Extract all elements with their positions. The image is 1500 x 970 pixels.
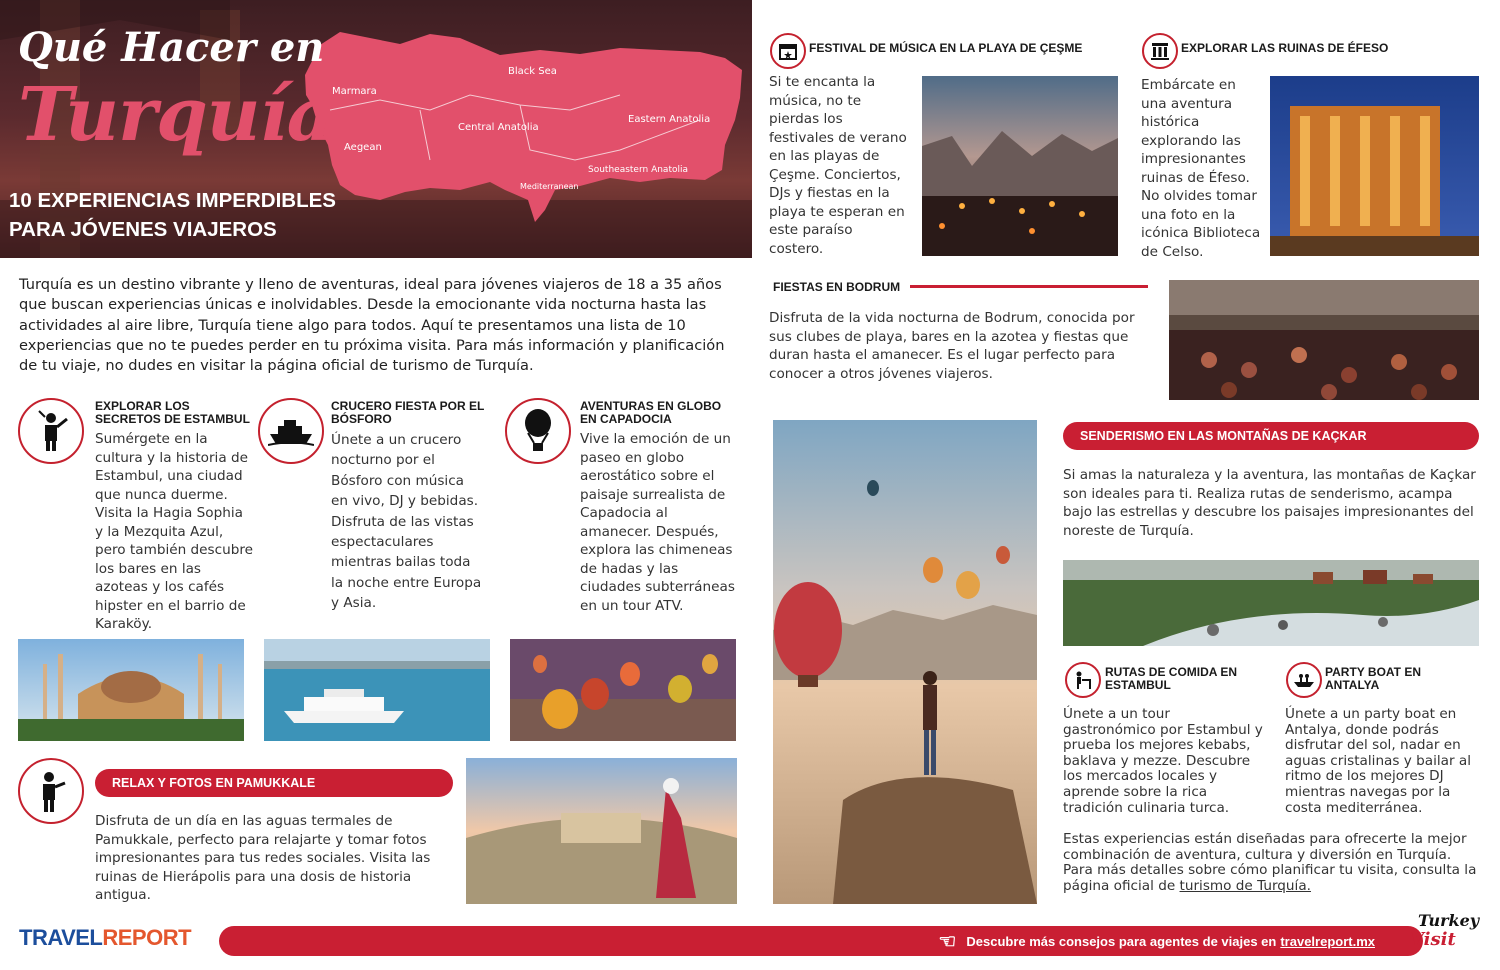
cesme-title: FESTIVAL DE MÚSICA EN LA PLAYA DE ÇEŞME — [809, 41, 1083, 55]
tourism-link[interactable]: turismo de Turquía. — [1179, 877, 1311, 894]
globo-title: AVENTURAS EN GLOBO EN CAPADOCIA — [580, 399, 722, 426]
bodrum-title: FIESTAS EN BODRUM — [773, 280, 901, 294]
library-of-celsus-photo — [1270, 76, 1479, 256]
map-label-central-anatolia: Central Anatolia — [458, 122, 539, 133]
map-label-aegean: Aegean — [344, 142, 382, 153]
estambul-text: Sumérgete en la cultura y la historia de Estambul, una ciudad que nunca duerme. Visita la Hagia Sophia y la Mezquita Azul, pero también descubre los bares en las azoteas y los cafés hipster en el barrio de Karaköy. — [95, 431, 253, 632]
party-boat-icon — [1286, 662, 1322, 698]
bosphorus-ferry-photo — [264, 639, 490, 741]
closing-paragraph — [1063, 832, 1479, 894]
kackar-river-photo — [1063, 560, 1479, 646]
hero-subtitle-line1: 10 EXPERIENCIAS IMPERDIBLES — [9, 189, 336, 212]
closing-text: Estas experiencias están diseñadas para ofrecerte la mejor combinación de aventura, cultura y diversión en Turquía. Para más detalles sobre cómo planificar tu visita, consulta la página oficial de — [1063, 831, 1477, 894]
hero-title-line1: Qué Hacer en — [18, 24, 325, 71]
hero-title-line2: Turquía — [18, 72, 334, 158]
map-label-black-sea: Black Sea — [508, 66, 557, 77]
estambul-title: EXPLORAR LOS SECRETOS DE ESTAMBUL — [95, 399, 250, 426]
travelreport-link[interactable]: travelreport.mx — [1280, 933, 1375, 949]
pamukkale-title: RELAX Y FOTOS EN PAMUKKALE — [95, 769, 453, 797]
antalya-title: PARTY BOAT EN ANTALYA — [1325, 665, 1422, 692]
antalya-text: Únete a un party boat en Antalya, donde podrás disfrutar del sol, nadar en aguas cristalinas y bailar al ritmo de los mejores DJ mientras navegas por la costa mediterránea. — [1285, 706, 1472, 816]
photographer-icon — [18, 758, 84, 824]
brand-line-visit: Visit — [1410, 929, 1456, 950]
turkey-visit-logo[interactable] — [1408, 912, 1488, 962]
cruise-ship-icon — [258, 398, 324, 464]
map-label-mediterranean: Mediterranean — [520, 182, 579, 191]
pointer-hand-icon: ☜ — [938, 930, 957, 953]
calendar-icon — [770, 33, 806, 69]
hot-air-balloon-icon — [505, 398, 571, 464]
map-label-southeastern-anatolia: Southeastern Anatolia — [588, 165, 688, 175]
map-label-eastern-anatolia: Eastern Anatolia — [628, 114, 711, 125]
beach-festival-photo — [922, 76, 1118, 256]
comida-text: Únete a un tour gastronómico por Estambul y prueba los mejores kebabs, baklava y mezze. Descubre los mercados locales y aprende sobre la rica tradición culinaria turca. — [1063, 706, 1263, 816]
footer-cta-text: Descubre más consejos para agentes de viajes en — [966, 933, 1277, 949]
cappadocia-balloons-photo — [510, 639, 736, 741]
kackar-text: Si amas la naturaleza y la aventura, las montañas de Kaçkar son ideales para ti. Realiza rutas de senderismo, acampa bajo las estrellas y descubre los paisajes impresionantes del noreste de Turquía. — [1063, 467, 1476, 539]
hierapolis-photo — [466, 758, 737, 904]
travelreport-logo[interactable] — [19, 925, 191, 951]
hagia-sophia-photo — [18, 639, 244, 741]
comida-title: RUTAS DE COMIDA EN ESTAMBUL — [1105, 665, 1237, 692]
crucero-text: Únete a un crucero nocturno por el Bósforo con música en vivo, DJ y bebidas. Disfruta de las vistas espectaculares mientras bailas toda la noche entre Europa y Asia. — [331, 432, 482, 612]
intro-paragraph: Turquía es un destino vibrante y lleno de aventuras, ideal para jóvenes viajeros de 18 a 35 años que buscan experiencias únicas e inolvidables. Desde la emocionante vida nocturna hasta las actividades al aire libre, Turquía tiene algo para todos. Aquí te presentamos una lista de 10 experiencias que no te puedes perder en tu próxima visita. Para más información y planificación de tu viaje, no dudes en visitar la página oficial de turismo de Turquía. — [19, 276, 725, 375]
restaurant-table-icon — [1065, 662, 1101, 698]
tour-guide-icon — [18, 398, 84, 464]
logo-part-travel: TRAVEL — [19, 925, 103, 950]
ruins-icon — [1142, 33, 1178, 69]
bodrum-divider — [910, 285, 1148, 288]
bodrum-party-photo — [1169, 280, 1479, 400]
hero-subtitle — [9, 186, 336, 244]
efeso-text: Embárcate en una aventura histórica explorando las impresionantes ruinas de Éfeso. No olvides tomar una foto en la icónica Biblioteca de Celso. — [1141, 77, 1261, 260]
crucero-title: CRUCERO FIESTA POR EL BÓSFORO — [331, 399, 485, 426]
hero-banner — [0, 0, 752, 258]
map-label-marmara: Marmara — [332, 86, 377, 97]
logo-part-report: REPORT — [102, 925, 192, 950]
brand-line-turkey: Turkey — [1418, 911, 1480, 930]
footer-cta-bar[interactable] — [219, 926, 1423, 956]
efeso-title: EXPLORAR LAS RUINAS DE ÉFESO — [1181, 41, 1389, 55]
globo-text: Vive la emoción de un paseo en globo aerostático sobre el paisaje surrealista de Capadocia al amanecer. Después, explora las chimeneas de hadas y las ciudades subterráneas en un tour ATV. — [580, 431, 735, 614]
kackar-title: SENDERISMO EN LAS MONTAÑAS DE KAÇKAR — [1063, 422, 1479, 450]
cappadocia-hiker-photo — [773, 420, 1037, 904]
pamukkale-text: Disfruta de un día en las aguas termales de Pamukkale, perfecto para relajarte y tomar fotos impresionantes para tus redes sociales. Visita las ruinas de Hierápolis para una dosis de historia antigua. — [95, 813, 431, 903]
cesme-text: Si te encanta la música, no te pierdas los festivales de verano en las playas de Çeşme. Conciertos, DJs y fiestas en la playa te esperan en este paraíso costero. — [769, 74, 907, 257]
bodrum-text: Disfruta de la vida nocturna de Bodrum, conocida por sus clubes de playa, bares en la azotea y fiestas que duran hasta el amanecer. Es el lugar perfecto para conocer a otros jóvenes viajeros. — [769, 310, 1135, 382]
hero-subtitle-line2: PARA JÓVENES VIAJEROS — [9, 218, 277, 241]
